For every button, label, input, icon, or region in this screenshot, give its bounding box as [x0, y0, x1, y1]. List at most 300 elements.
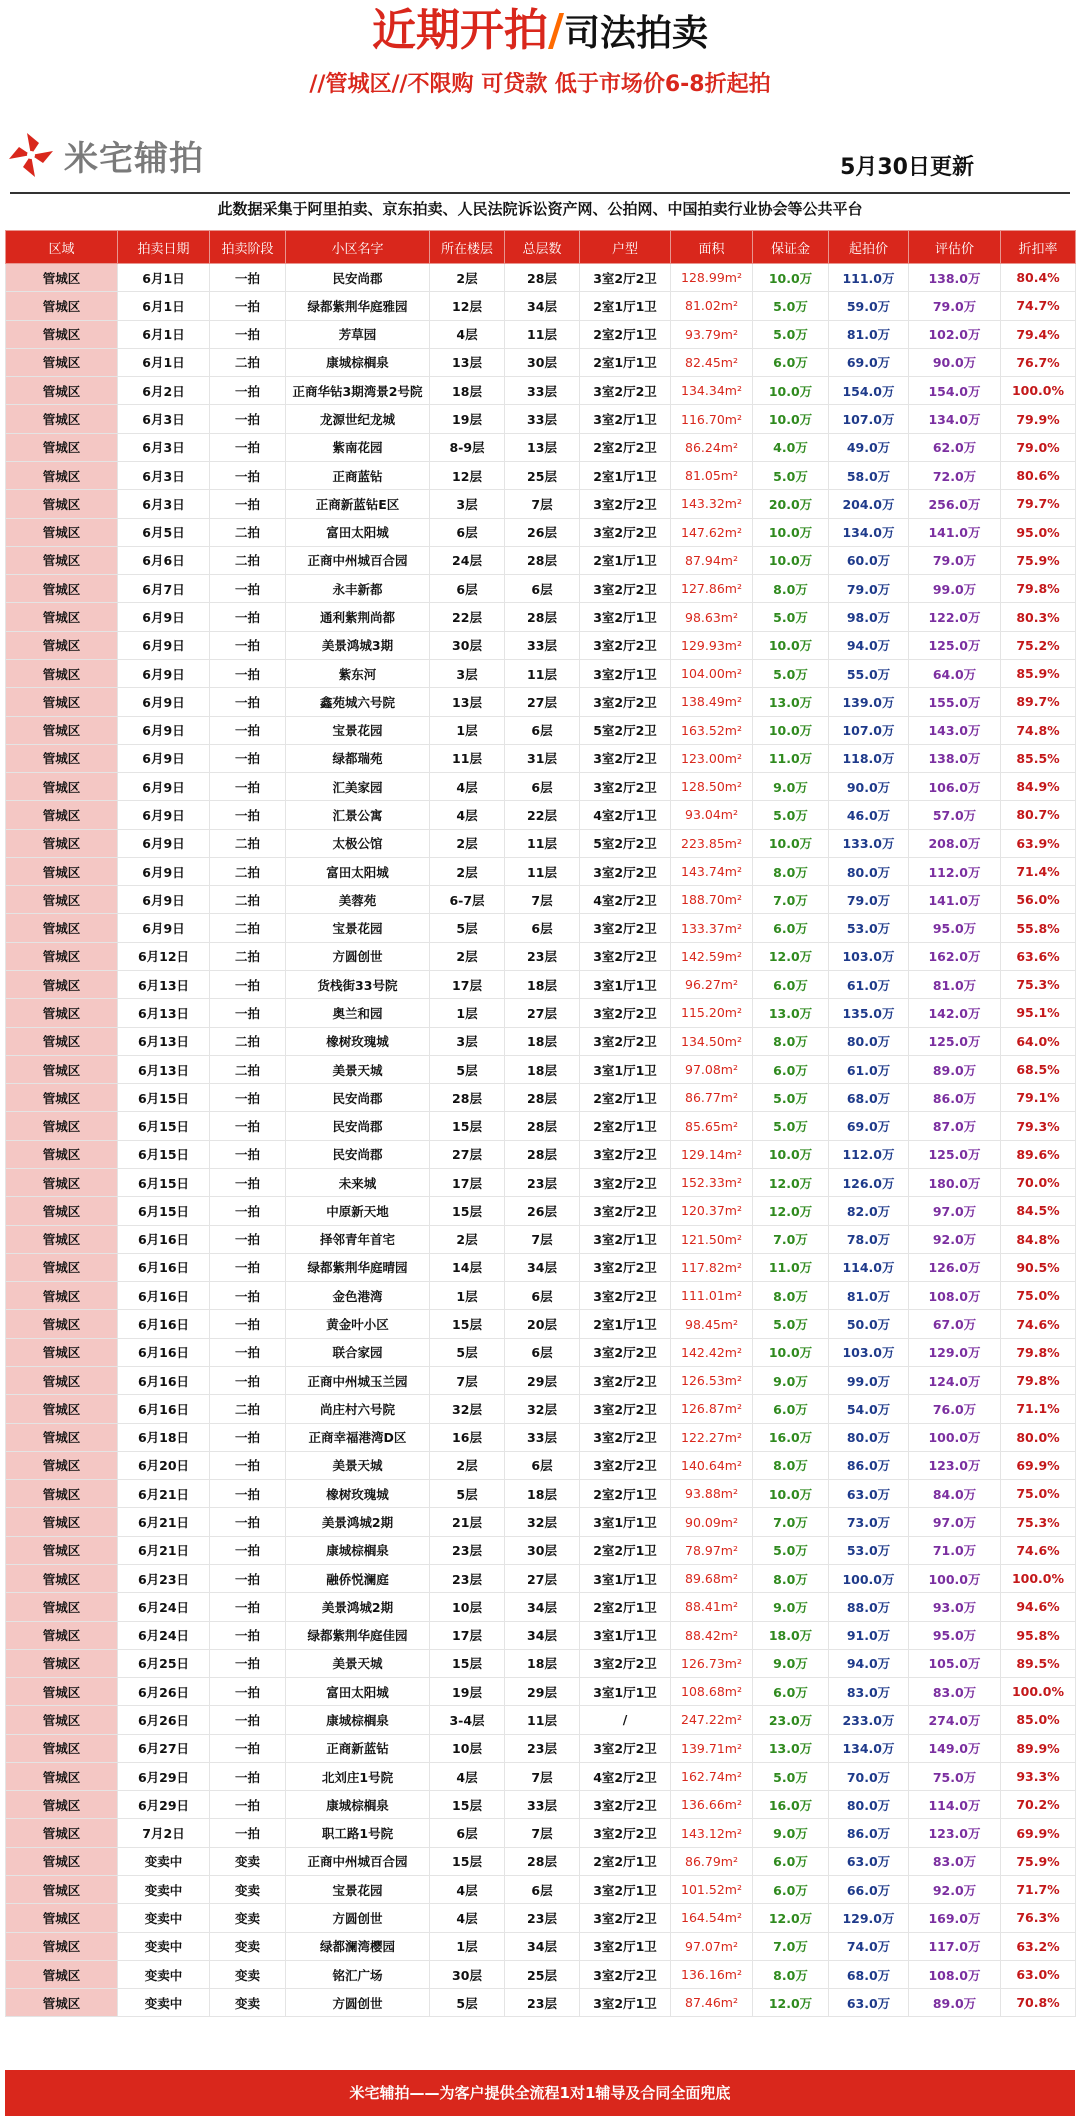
cell-start: 81.0万 — [829, 320, 909, 348]
cell-layout: 3室2厅2卫 — [580, 744, 671, 772]
table-row — [6, 1225, 1076, 1253]
cell-stage: 一拍 — [210, 1112, 286, 1140]
cell-total-floors: 18层 — [505, 1649, 580, 1677]
cell-date: 6月21日 — [118, 1480, 210, 1508]
cell-disc: 70.8% — [1001, 1989, 1076, 2017]
cell-area: 140.64m² — [671, 1451, 753, 1479]
cell-area: 120.37m² — [671, 1197, 753, 1225]
cell-total-floors: 33层 — [505, 631, 580, 659]
cell-total-floors: 7层 — [505, 1819, 580, 1847]
cell-area: 223.85m² — [671, 829, 753, 857]
cell-district: 管城区 — [6, 688, 118, 716]
pinwheel-logo-icon — [6, 130, 56, 180]
cell-floor: 19层 — [430, 405, 505, 433]
cell-community: 正商幸福港湾D区 — [286, 1423, 430, 1451]
cell-eval: 95.0万 — [909, 1621, 1001, 1649]
cell-floor: 14层 — [430, 1253, 505, 1281]
cell-area: 93.79m² — [671, 320, 753, 348]
cell-area: 86.79m² — [671, 1847, 753, 1875]
cell-eval: 256.0万 — [909, 490, 1001, 518]
cell-disc: 63.0% — [1001, 1960, 1076, 1988]
cell-stage: 一拍 — [210, 461, 286, 489]
cell-total-floors: 11层 — [505, 1706, 580, 1734]
cell-eval: 129.0万 — [909, 1338, 1001, 1366]
cell-floor: 17层 — [430, 1169, 505, 1197]
cell-start: 80.0万 — [829, 857, 909, 885]
cell-total-floors: 34层 — [505, 1593, 580, 1621]
cell-disc: 80.7% — [1001, 801, 1076, 829]
cell-eval: 97.0万 — [909, 1197, 1001, 1225]
cell-stage: 一拍 — [210, 631, 286, 659]
cell-date: 6月15日 — [118, 1084, 210, 1112]
cell-deposit: 5.0万 — [753, 1084, 829, 1112]
table-row — [6, 1706, 1076, 1734]
cell-layout: 2室2厅1卫 — [580, 1593, 671, 1621]
cell-date: 6月15日 — [118, 1169, 210, 1197]
cell-community: 民安尚郡 — [286, 264, 430, 292]
cell-start: 86.0万 — [829, 1451, 909, 1479]
cell-district: 管城区 — [6, 264, 118, 292]
cell-disc: 80.4% — [1001, 264, 1076, 292]
cell-total-floors: 25层 — [505, 1960, 580, 1988]
cell-deposit: 9.0万 — [753, 1593, 829, 1621]
cell-total-floors: 28层 — [505, 264, 580, 292]
cell-deposit: 13.0万 — [753, 999, 829, 1027]
cell-district: 管城区 — [6, 1084, 118, 1112]
cell-floor: 6层 — [430, 575, 505, 603]
cell-total-floors: 18层 — [505, 1027, 580, 1055]
cell-layout: 2室2厅1卫 — [580, 320, 671, 348]
cell-floor: 22层 — [430, 603, 505, 631]
cell-deposit: 5.0万 — [753, 801, 829, 829]
cell-layout: 3室2厅1卫 — [580, 405, 671, 433]
column-header-floor: 所在楼层 — [430, 231, 505, 264]
table-row — [6, 1423, 1076, 1451]
cell-layout: 3室2厅2卫 — [580, 1423, 671, 1451]
cell-date: 6月9日 — [118, 857, 210, 885]
cell-date: 变卖中 — [118, 1989, 210, 2017]
cell-district: 管城区 — [6, 1055, 118, 1083]
cell-stage: 一拍 — [210, 659, 286, 687]
cell-disc: 79.0% — [1001, 433, 1076, 461]
cell-eval: 124.0万 — [909, 1366, 1001, 1394]
cell-community: 联合家园 — [286, 1338, 430, 1366]
cell-community: 绿都紫荆华庭雅园 — [286, 292, 430, 320]
cell-eval: 89.0万 — [909, 1989, 1001, 2017]
cell-floor: 23层 — [430, 1564, 505, 1592]
cell-eval: 87.0万 — [909, 1112, 1001, 1140]
cell-floor: 23层 — [430, 1536, 505, 1564]
cell-disc: 71.4% — [1001, 857, 1076, 885]
cell-deposit: 7.0万 — [753, 1225, 829, 1253]
cell-district: 管城区 — [6, 1027, 118, 1055]
cell-start: 134.0万 — [829, 1734, 909, 1762]
cell-eval: 141.0万 — [909, 518, 1001, 546]
table-row — [6, 1338, 1076, 1366]
cell-area: 117.82m² — [671, 1253, 753, 1281]
column-header-community: 小区名字 — [286, 231, 430, 264]
table-row — [6, 1140, 1076, 1168]
cell-deposit: 8.0万 — [753, 1027, 829, 1055]
cell-total-floors: 34层 — [505, 1932, 580, 1960]
title-slash: / — [547, 5, 565, 56]
column-header-eval: 评估价 — [909, 231, 1001, 264]
cell-deposit: 5.0万 — [753, 461, 829, 489]
cell-area: 85.65m² — [671, 1112, 753, 1140]
cell-area: 86.24m² — [671, 433, 753, 461]
cell-date: 6月15日 — [118, 1197, 210, 1225]
cell-start: 53.0万 — [829, 914, 909, 942]
cell-area: 188.70m² — [671, 886, 753, 914]
table-row — [6, 1678, 1076, 1706]
table-row — [6, 1593, 1076, 1621]
cell-layout: 2室1厅1卫 — [580, 546, 671, 574]
cell-stage: 一拍 — [210, 1819, 286, 1847]
cell-deposit: 11.0万 — [753, 744, 829, 772]
cell-floor: 13层 — [430, 688, 505, 716]
cell-layout: 2室2厅1卫 — [580, 1536, 671, 1564]
cell-deposit: 11.0万 — [753, 1253, 829, 1281]
cell-area: 127.86m² — [671, 575, 753, 603]
cell-disc: 89.9% — [1001, 1734, 1076, 1762]
cell-total-floors: 23层 — [505, 942, 580, 970]
header — [0, 0, 1080, 228]
cell-start: 80.0万 — [829, 1791, 909, 1819]
table-row — [6, 348, 1076, 376]
table-row — [6, 631, 1076, 659]
cell-total-floors: 34层 — [505, 1253, 580, 1281]
cell-stage: 变卖 — [210, 1960, 286, 1988]
cell-floor: 32层 — [430, 1395, 505, 1423]
cell-total-floors: 28层 — [505, 1140, 580, 1168]
cell-floor: 4层 — [430, 773, 505, 801]
cell-date: 6月9日 — [118, 773, 210, 801]
cell-layout: 3室1厅1卫 — [580, 1564, 671, 1592]
cell-total-floors: 30层 — [505, 1536, 580, 1564]
cell-layout: 2室2厅1卫 — [580, 1112, 671, 1140]
cell-total-floors: 34层 — [505, 1621, 580, 1649]
cell-deposit: 12.0万 — [753, 942, 829, 970]
cell-district: 管城区 — [6, 1564, 118, 1592]
cell-deposit: 5.0万 — [753, 292, 829, 320]
cell-disc: 95.0% — [1001, 518, 1076, 546]
cell-start: 103.0万 — [829, 1338, 909, 1366]
cell-disc: 89.5% — [1001, 1649, 1076, 1677]
cell-layout: 3室2厅2卫 — [580, 999, 671, 1027]
column-header-date: 拍卖日期 — [118, 231, 210, 264]
cell-disc: 75.3% — [1001, 1508, 1076, 1536]
table-row — [6, 1649, 1076, 1677]
cell-deposit: 6.0万 — [753, 1678, 829, 1706]
cell-date: 6月9日 — [118, 801, 210, 829]
cell-community: 富田太阳城 — [286, 1678, 430, 1706]
cell-floor: 17层 — [430, 971, 505, 999]
cell-disc: 89.7% — [1001, 688, 1076, 716]
cell-date: 6月3日 — [118, 405, 210, 433]
cell-floor: 15层 — [430, 1791, 505, 1819]
cell-deposit: 6.0万 — [753, 1876, 829, 1904]
cell-disc: 79.8% — [1001, 1338, 1076, 1366]
cell-disc: 55.8% — [1001, 914, 1076, 942]
cell-floor: 11层 — [430, 744, 505, 772]
cell-date: 6月6日 — [118, 546, 210, 574]
cell-area: 81.02m² — [671, 292, 753, 320]
cell-date: 6月3日 — [118, 490, 210, 518]
cell-date: 6月16日 — [118, 1253, 210, 1281]
cell-area: 115.20m² — [671, 999, 753, 1027]
cell-start: 59.0万 — [829, 292, 909, 320]
table-row — [6, 1253, 1076, 1281]
cell-area: 142.42m² — [671, 1338, 753, 1366]
cell-date: 6月15日 — [118, 1112, 210, 1140]
cell-district: 管城区 — [6, 1536, 118, 1564]
cell-date: 6月5日 — [118, 518, 210, 546]
cell-stage: 一拍 — [210, 1423, 286, 1451]
cell-deposit: 5.0万 — [753, 603, 829, 631]
column-header-disc: 折扣率 — [1001, 231, 1076, 264]
cell-floor: 12层 — [430, 461, 505, 489]
cell-area: 134.34m² — [671, 377, 753, 405]
cell-eval: 64.0万 — [909, 659, 1001, 687]
cell-total-floors: 11层 — [505, 659, 580, 687]
cell-deposit: 13.0万 — [753, 688, 829, 716]
cell-deposit: 10.0万 — [753, 1140, 829, 1168]
cell-area: 111.01m² — [671, 1282, 753, 1310]
cell-total-floors: 23层 — [505, 1904, 580, 1932]
cell-area: 136.66m² — [671, 1791, 753, 1819]
cell-deposit: 10.0万 — [753, 264, 829, 292]
cell-community: 紫南花园 — [286, 433, 430, 461]
cell-total-floors: 6层 — [505, 773, 580, 801]
cell-eval: 75.0万 — [909, 1762, 1001, 1790]
cell-start: 83.0万 — [829, 1678, 909, 1706]
cell-eval: 99.0万 — [909, 575, 1001, 603]
cell-stage: 二拍 — [210, 1395, 286, 1423]
cell-stage: 二拍 — [210, 348, 286, 376]
cell-total-floors: 13层 — [505, 433, 580, 461]
cell-eval: 122.0万 — [909, 603, 1001, 631]
cell-date: 7月2日 — [118, 1819, 210, 1847]
column-header-start: 起拍价 — [829, 231, 909, 264]
cell-district: 管城区 — [6, 1423, 118, 1451]
cell-community: 宝景花园 — [286, 1876, 430, 1904]
cell-district: 管城区 — [6, 1960, 118, 1988]
cell-district: 管城区 — [6, 1169, 118, 1197]
cell-start: 55.0万 — [829, 659, 909, 687]
cell-community: 方圆创世 — [286, 1904, 430, 1932]
cell-eval: 180.0万 — [909, 1169, 1001, 1197]
cell-area: 247.22m² — [671, 1706, 753, 1734]
cell-area: 101.52m² — [671, 1876, 753, 1904]
cell-deposit: 5.0万 — [753, 1536, 829, 1564]
cell-stage: 一拍 — [210, 1169, 286, 1197]
cell-date: 6月16日 — [118, 1225, 210, 1253]
cell-disc: 79.9% — [1001, 405, 1076, 433]
cell-disc: 100.0% — [1001, 377, 1076, 405]
table-row — [6, 1876, 1076, 1904]
table-row — [6, 518, 1076, 546]
cell-stage: 一拍 — [210, 1536, 286, 1564]
table-row — [6, 1366, 1076, 1394]
cell-community: 绿都紫荆华庭佳园 — [286, 1621, 430, 1649]
cell-district: 管城区 — [6, 999, 118, 1027]
cell-layout: 3室2厅2卫 — [580, 1649, 671, 1677]
cell-community: 美景鸿城2期 — [286, 1593, 430, 1621]
cell-area: 88.42m² — [671, 1621, 753, 1649]
cell-floor: 1层 — [430, 999, 505, 1027]
cell-district: 管城区 — [6, 1762, 118, 1790]
cell-community: 正商蓝钻 — [286, 461, 430, 489]
cell-district: 管城区 — [6, 490, 118, 518]
cell-community: 富田太阳城 — [286, 518, 430, 546]
cell-community: 民安尚郡 — [286, 1084, 430, 1112]
cell-eval: 67.0万 — [909, 1310, 1001, 1338]
table-row — [6, 1480, 1076, 1508]
cell-disc: 74.7% — [1001, 292, 1076, 320]
cell-district: 管城区 — [6, 1932, 118, 1960]
cell-district: 管城区 — [6, 773, 118, 801]
cell-date: 6月21日 — [118, 1508, 210, 1536]
column-header-total-floors: 总层数 — [505, 231, 580, 264]
cell-community: 民安尚郡 — [286, 1112, 430, 1140]
cell-start: 70.0万 — [829, 1762, 909, 1790]
table-row — [6, 1847, 1076, 1875]
cell-community: 汇景公寓 — [286, 801, 430, 829]
cell-date: 变卖中 — [118, 1960, 210, 1988]
cell-date: 变卖中 — [118, 1904, 210, 1932]
cell-layout: 2室1厅1卫 — [580, 1310, 671, 1338]
cell-eval: 76.0万 — [909, 1395, 1001, 1423]
cell-stage: 变卖 — [210, 1932, 286, 1960]
cell-layout: 3室2厅2卫 — [580, 1027, 671, 1055]
cell-district: 管城区 — [6, 1649, 118, 1677]
cell-eval: 208.0万 — [909, 829, 1001, 857]
cell-stage: 一拍 — [210, 1508, 286, 1536]
cell-start: 129.0万 — [829, 1904, 909, 1932]
cell-total-floors: 28层 — [505, 1084, 580, 1112]
cell-stage: 一拍 — [210, 1621, 286, 1649]
cell-area: 93.88m² — [671, 1480, 753, 1508]
cell-layout: 5室2厅2卫 — [580, 829, 671, 857]
table-body — [6, 264, 1076, 2017]
logo — [6, 130, 204, 180]
cell-disc: 70.2% — [1001, 1791, 1076, 1819]
cell-disc: 79.4% — [1001, 320, 1076, 348]
cell-layout: 3室2厅2卫 — [580, 377, 671, 405]
cell-district: 管城区 — [6, 1706, 118, 1734]
cell-district: 管城区 — [6, 575, 118, 603]
cell-layout: 3室2厅2卫 — [580, 942, 671, 970]
cell-start: 82.0万 — [829, 1197, 909, 1225]
cell-deposit: 10.0万 — [753, 631, 829, 659]
cell-layout: 3室2厅2卫 — [580, 857, 671, 885]
cell-disc: 75.0% — [1001, 1480, 1076, 1508]
cell-total-floors: 18层 — [505, 971, 580, 999]
table-row — [6, 1564, 1076, 1592]
cell-community: 通利紫荆尚都 — [286, 603, 430, 631]
cell-eval: 100.0万 — [909, 1423, 1001, 1451]
cell-deposit: 6.0万 — [753, 971, 829, 999]
cell-start: 49.0万 — [829, 433, 909, 461]
cell-layout: 3室2厅2卫 — [580, 1904, 671, 1932]
table-row — [6, 1112, 1076, 1140]
update-date: 5月30日更新 — [840, 155, 974, 180]
cell-floor: 3-4层 — [430, 1706, 505, 1734]
cell-start: 135.0万 — [829, 999, 909, 1027]
cell-deposit: 9.0万 — [753, 773, 829, 801]
cell-total-floors: 11层 — [505, 320, 580, 348]
cell-layout: 3室1厅1卫 — [580, 1621, 671, 1649]
cell-community: 鑫苑城六号院 — [286, 688, 430, 716]
title-sub: 司法拍卖 — [564, 13, 709, 54]
cell-eval: 274.0万 — [909, 1706, 1001, 1734]
cell-deposit: 5.0万 — [753, 1310, 829, 1338]
cell-area: 78.97m² — [671, 1536, 753, 1564]
cell-eval: 81.0万 — [909, 971, 1001, 999]
cell-total-floors: 28层 — [505, 546, 580, 574]
cell-layout: 3室2厅2卫 — [580, 1451, 671, 1479]
cell-total-floors: 6层 — [505, 914, 580, 942]
cell-start: 74.0万 — [829, 1932, 909, 1960]
table-row — [6, 1989, 1076, 2017]
cell-district: 管城区 — [6, 433, 118, 461]
cell-eval: 117.0万 — [909, 1932, 1001, 1960]
cell-floor: 2层 — [430, 942, 505, 970]
cell-start: 126.0万 — [829, 1169, 909, 1197]
cell-total-floors: 6层 — [505, 575, 580, 603]
cell-deposit: 8.0万 — [753, 1282, 829, 1310]
cell-stage: 一拍 — [210, 999, 286, 1027]
cell-area: 126.87m² — [671, 1395, 753, 1423]
cell-community: 宝景花园 — [286, 914, 430, 942]
cell-stage: 一拍 — [210, 575, 286, 603]
cell-start: 88.0万 — [829, 1593, 909, 1621]
cell-date: 6月7日 — [118, 575, 210, 603]
table-row — [6, 1904, 1076, 1932]
cell-total-floors: 32层 — [505, 1508, 580, 1536]
table-row — [6, 1508, 1076, 1536]
cell-area: 121.50m² — [671, 1225, 753, 1253]
cell-floor: 1层 — [430, 1282, 505, 1310]
cell-deposit: 6.0万 — [753, 1847, 829, 1875]
cell-floor: 15层 — [430, 1847, 505, 1875]
table-row — [6, 292, 1076, 320]
cell-disc: 75.2% — [1001, 631, 1076, 659]
cell-date: 6月24日 — [118, 1593, 210, 1621]
cell-total-floors: 33层 — [505, 1791, 580, 1819]
cell-deposit: 10.0万 — [753, 1338, 829, 1366]
cell-total-floors: 6层 — [505, 1282, 580, 1310]
cell-district: 管城区 — [6, 857, 118, 885]
cell-deposit: 10.0万 — [753, 829, 829, 857]
table-row — [6, 1310, 1076, 1338]
cell-eval: 149.0万 — [909, 1734, 1001, 1762]
cell-floor: 17层 — [430, 1621, 505, 1649]
column-header-district: 区域 — [6, 231, 118, 264]
cell-stage: 一拍 — [210, 1593, 286, 1621]
cell-district: 管城区 — [6, 1338, 118, 1366]
cell-floor: 4层 — [430, 320, 505, 348]
cell-layout: 4室2厅2卫 — [580, 1762, 671, 1790]
cell-district: 管城区 — [6, 1989, 118, 2017]
table-row — [6, 1762, 1076, 1790]
cell-floor: 1层 — [430, 716, 505, 744]
cell-district: 管城区 — [6, 292, 118, 320]
cell-district: 管城区 — [6, 1678, 118, 1706]
cell-community: 美景鸿城2期 — [286, 1508, 430, 1536]
cell-eval: 112.0万 — [909, 857, 1001, 885]
cell-district: 管城区 — [6, 829, 118, 857]
